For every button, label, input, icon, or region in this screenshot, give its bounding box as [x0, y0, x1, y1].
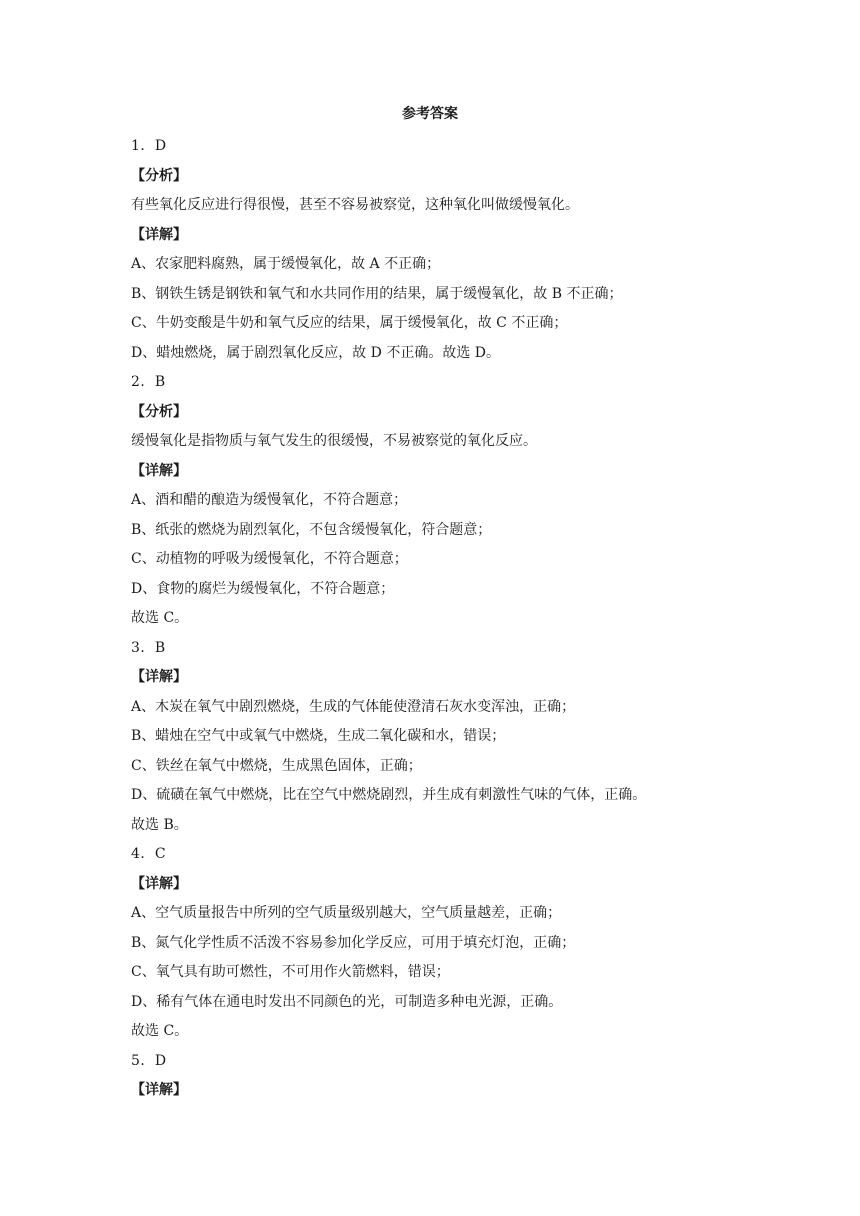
page-title: 参考答案	[402, 106, 458, 122]
question-number: 4．C	[131, 846, 167, 862]
answer-text-line: 故选 C。	[131, 610, 189, 626]
section-heading: 【分析】	[131, 167, 187, 184]
section-heading: 【详解】	[131, 462, 187, 479]
question-number: 3．B	[131, 639, 166, 656]
section-heading: 【详解】	[131, 226, 187, 243]
answer-text-line: C、铁丝在氧气中燃烧，生成黑色固体，正确；	[131, 757, 422, 774]
answer-text-line: B、蜡烛在空气中或氧气中燃烧，生成二氧化碳和水，错误；	[131, 728, 506, 744]
answer-text-line: B、钢铁生锈是钢铁和氧气和水共同作用的结果，属于缓慢氧化，故 B 不正确；	[131, 285, 623, 302]
answer-text-line: D、稀有气体在通电时发出不同颜色的光，可制造多种电光源，正确。	[131, 993, 563, 1010]
question-number: 5．D	[131, 1052, 167, 1069]
answer-text-line: 缓慢氧化是指物质与氧气发生的很缓慢，不易被察觉的氧化反应。	[131, 433, 537, 449]
section-heading: 【详解】	[131, 1082, 187, 1098]
answer-text-line: B、氮气化学性质不活泼不容易参加化学反应，可用于填充灯泡，正确；	[131, 934, 576, 951]
answer-text-line: D、蜡烛燃烧，属于剧烈氧化反应，故 D 不正确。故选 D。	[131, 344, 501, 361]
question-number: 1．D	[131, 138, 167, 154]
answer-text-line: C、氧气具有助可燃性，不可用作火箭燃料，错误；	[131, 964, 450, 980]
answer-text-line: A、空气质量报告中所列的空气质量级别越大，空气质量越差，正确；	[131, 905, 562, 921]
answer-text-line: A、酒和醋的酿造为缓慢氧化，不符合题意；	[131, 492, 408, 508]
section-heading: 【详解】	[131, 875, 187, 892]
question-number: 2．B	[131, 374, 166, 390]
answer-text-line: 故选 C。	[131, 1023, 189, 1039]
section-heading: 【分析】	[131, 403, 187, 420]
answer-text-line: C、动植物的呼吸为缓慢氧化，不符合题意；	[131, 551, 408, 567]
answer-body	[131, 132, 751, 1106]
answer-text-line: A、农家肥料腐熟，属于缓慢氧化，故 A 不正确；	[131, 256, 441, 272]
answer-text-line: B、纸张的燃烧为剧烈氧化，不包含缓慢氧化，符合题意；	[131, 521, 492, 538]
answer-text-line: C、牛奶变酸是牛奶和氧气反应的结果，属于缓慢氧化，故 C 不正确；	[131, 315, 568, 331]
section-heading: 【详解】	[131, 669, 187, 685]
answer-text-line: D、食物的腐烂为缓慢氧化，不符合题意；	[131, 580, 395, 597]
answer-text-line: D、硫磺在氧气中燃烧，比在空气中燃烧剧烈，并生成有刺激性气味的气体，正确。	[131, 787, 647, 803]
answer-text-line: 故选 B。	[131, 816, 188, 833]
answer-text-line: A、木炭在氧气中剧烈燃烧，生成的气体能使澄清石灰水变浑浊，正确；	[131, 698, 576, 715]
answer-text-line: 有些氧化反应进行得很慢，甚至不容易被察觉，这种氧化叫做缓慢氧化。	[131, 197, 579, 213]
